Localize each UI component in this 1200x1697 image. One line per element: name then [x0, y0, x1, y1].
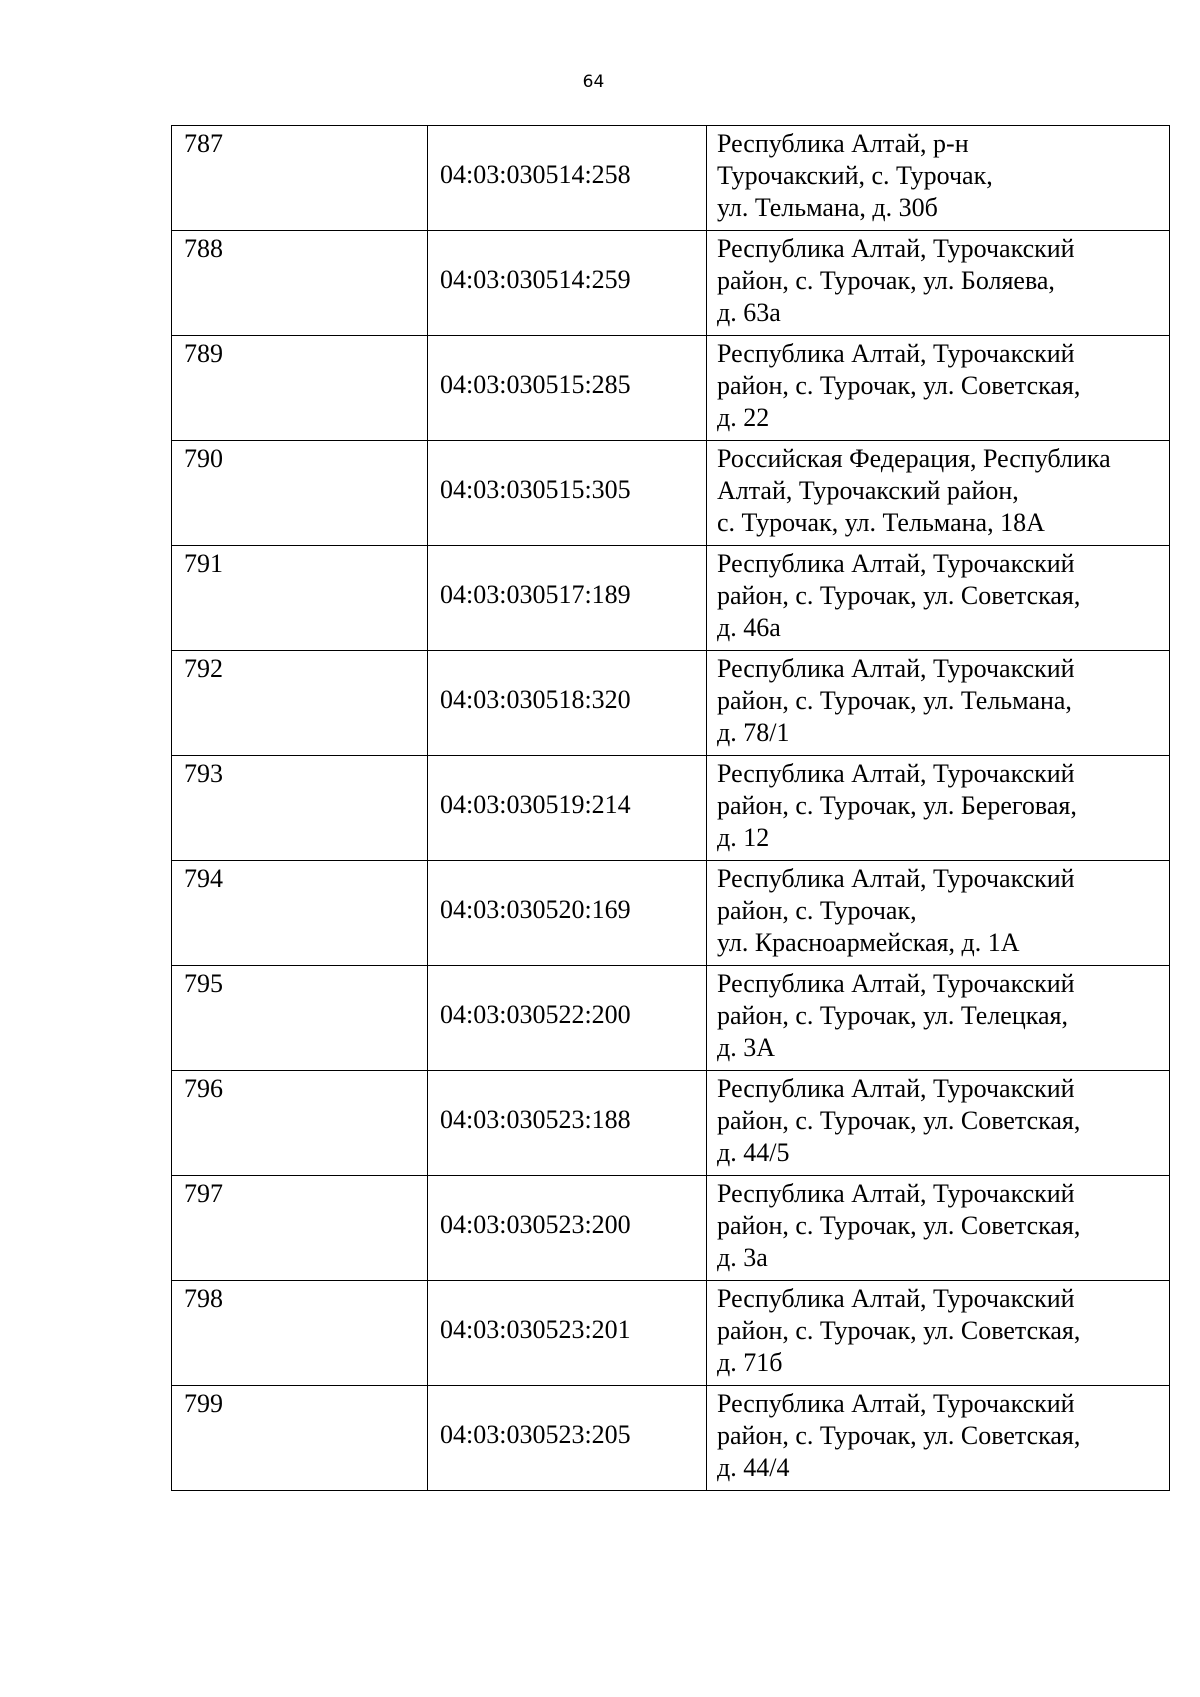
address-line: д. 22 — [717, 403, 770, 432]
row-number-cell: 787 — [172, 126, 428, 231]
row-number-cell: 790 — [172, 441, 428, 546]
address-cell — [707, 546, 1170, 651]
table-row — [172, 126, 1170, 231]
address-line: Республика Алтай, Турочакский — [717, 549, 1075, 578]
cadastral-number-cell: 04:03:030523:201 — [428, 1281, 707, 1386]
cadastral-number-cell: 04:03:030517:189 — [428, 546, 707, 651]
address-line: район, с. Турочак, ул. Боляева, — [717, 266, 1055, 295]
address-line: Республика Алтай, Турочакский — [717, 1074, 1075, 1103]
address-line: Республика Алтай, Турочакский — [717, 969, 1075, 998]
cadastral-number-cell: 04:03:030518:320 — [428, 651, 707, 756]
row-number-cell: 789 — [172, 336, 428, 441]
table-row — [172, 861, 1170, 966]
address-line: район, с. Турочак, ул. Тельмана, — [717, 686, 1072, 715]
address-line: Республика Алтай, Турочакский — [717, 234, 1075, 263]
table-row — [172, 651, 1170, 756]
row-number-cell: 796 — [172, 1071, 428, 1176]
address-cell — [707, 1176, 1170, 1281]
address-line: Республика Алтай, Турочакский — [717, 1179, 1075, 1208]
address-line: район, с. Турочак, ул. Береговая, — [717, 791, 1077, 820]
address-cell — [707, 1281, 1170, 1386]
address-cell — [707, 651, 1170, 756]
address-line: Российская Федерация, Республика — [717, 444, 1111, 473]
address-line: Алтай, Турочакский район, — [717, 476, 1019, 505]
table-row — [172, 966, 1170, 1071]
address-line: Республика Алтай, Турочакский — [717, 654, 1075, 683]
cadastral-number-cell: 04:03:030520:169 — [428, 861, 707, 966]
table-row — [172, 1176, 1170, 1281]
table-row — [172, 231, 1170, 336]
row-number-cell: 791 — [172, 546, 428, 651]
address-cell — [707, 336, 1170, 441]
address-cell — [707, 1386, 1170, 1491]
cadastral-number-cell: 04:03:030522:200 — [428, 966, 707, 1071]
address-line: Республика Алтай, Турочакский — [717, 1284, 1075, 1313]
address-line: ул. Тельмана, д. 30б — [717, 193, 938, 222]
address-line: район, с. Турочак, ул. Телецкая, — [717, 1001, 1068, 1030]
address-line: д. 44/4 — [717, 1453, 790, 1482]
row-number-cell: 795 — [172, 966, 428, 1071]
address-line: д. 46а — [717, 613, 781, 642]
row-number-cell: 799 — [172, 1386, 428, 1491]
page-number: 64 — [582, 72, 605, 92]
address-line: д. 63а — [717, 298, 781, 327]
address-line: район, с. Турочак, ул. Советская, — [717, 1421, 1081, 1450]
address-line: Турочакский, с. Турочак, — [717, 161, 993, 190]
address-line: Республика Алтай, р-н — [717, 129, 969, 158]
address-line: район, с. Турочак, — [717, 896, 917, 925]
address-line: Республика Алтай, Турочакский — [717, 1389, 1075, 1418]
table-row — [172, 441, 1170, 546]
table-row — [172, 1071, 1170, 1176]
cadastral-number-cell: 04:03:030523:200 — [428, 1176, 707, 1281]
address-line: д. 3А — [717, 1033, 776, 1062]
address-line: Республика Алтай, Турочакский — [717, 759, 1075, 788]
address-cell — [707, 441, 1170, 546]
cadastral-number-cell: 04:03:030515:305 — [428, 441, 707, 546]
address-line: ул. Красноармейская, д. 1А — [717, 928, 1020, 957]
address-line: район, с. Турочак, ул. Советская, — [717, 1106, 1081, 1135]
table-row — [172, 336, 1170, 441]
address-cell — [707, 1071, 1170, 1176]
table-row — [172, 546, 1170, 651]
address-cell — [707, 861, 1170, 966]
cadastral-number-cell: 04:03:030514:258 — [428, 126, 707, 231]
address-cell — [707, 231, 1170, 336]
address-cell — [707, 756, 1170, 861]
cadastral-number-cell: 04:03:030515:285 — [428, 336, 707, 441]
address-line: д. 3а — [717, 1243, 768, 1272]
row-number-cell: 793 — [172, 756, 428, 861]
row-number-cell: 788 — [172, 231, 428, 336]
address-line: район, с. Турочак, ул. Советская, — [717, 1211, 1081, 1240]
address-line: Республика Алтай, Турочакский — [717, 864, 1075, 893]
address-cell — [707, 126, 1170, 231]
address-line: д. 78/1 — [717, 718, 790, 747]
address-line: д. 44/5 — [717, 1138, 790, 1167]
address-line: район, с. Турочак, ул. Советская, — [717, 1316, 1081, 1345]
cadastral-number-cell: 04:03:030519:214 — [428, 756, 707, 861]
cadastral-number-cell: 04:03:030523:188 — [428, 1071, 707, 1176]
cadastral-number-cell: 04:03:030523:205 — [428, 1386, 707, 1491]
land-plot-table — [171, 125, 1170, 1491]
address-line: район, с. Турочак, ул. Советская, — [717, 581, 1081, 610]
address-cell — [707, 966, 1170, 1071]
table-row — [172, 1281, 1170, 1386]
row-number-cell: 798 — [172, 1281, 428, 1386]
row-number-cell: 792 — [172, 651, 428, 756]
address-line: район, с. Турочак, ул. Советская, — [717, 371, 1081, 400]
table-row — [172, 756, 1170, 861]
table-body — [172, 126, 1170, 1491]
row-number-cell: 794 — [172, 861, 428, 966]
address-line: д. 71б — [717, 1348, 783, 1377]
address-line: д. 12 — [717, 823, 770, 852]
table-row — [172, 1386, 1170, 1491]
cadastral-number-cell: 04:03:030514:259 — [428, 231, 707, 336]
address-line: с. Турочак, ул. Тельмана, 18А — [717, 508, 1045, 537]
row-number-cell: 797 — [172, 1176, 428, 1281]
address-line: Республика Алтай, Турочакский — [717, 339, 1075, 368]
